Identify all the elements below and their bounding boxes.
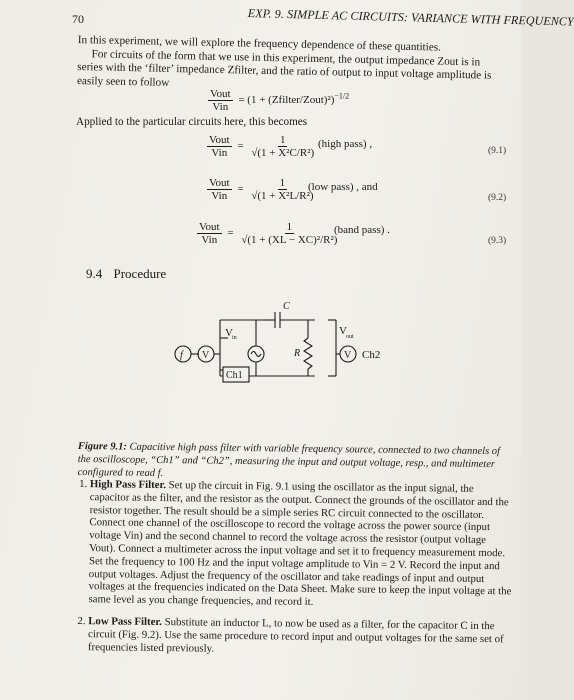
eq1-number: (9.1) — [488, 146, 507, 156]
resistor-label: R — [294, 348, 301, 359]
channel-2-label: Ch2 — [362, 349, 381, 361]
procedure-steps — [74, 478, 514, 668]
figure-label: Figure 9.1: — [77, 440, 127, 453]
equation-general — [205, 88, 349, 113]
equation-9-1: $\frac{\text{Vout}}{\text{Vin}}$ = $\frac{1}{\text{√(1 + X²C/R²)}}$ — [209, 134, 315, 159]
section-heading — [86, 266, 166, 282]
step-1-title: High Pass Filter. — [89, 478, 167, 492]
capacitor-label: C — [283, 301, 290, 312]
figure-caption-text: Capacitive high pass filter with variable frequency source, connected to two channels of the oscilloscope, “Ch1” and “Ch2”, measuring the input and output voltage, resp., and multimeter configured to read f. — [77, 441, 501, 480]
applied-text: Applied to the particular circuits here, this becomes — [76, 116, 308, 128]
eq2-den: √(1 + X²L/R²) — [251, 190, 314, 202]
eq3-label: (band pass) . — [334, 224, 390, 236]
eq-general-lhs-num: Vout — [210, 88, 231, 100]
vout-label: V — [339, 325, 347, 337]
channel-1-label: Ch1 — [226, 370, 243, 381]
intro-paragraph-1: In this experiment, we will explore the frequency dependence of these quantities. — [77, 34, 442, 54]
running-head: EXP. 9. SIMPLE AC CIRCUITS: VARIANCE WITH FREQUENCY — [247, 6, 574, 29]
eq1-num: 1 — [279, 134, 286, 146]
figure-caption — [78, 440, 510, 484]
section-number: 9.4 — [86, 266, 103, 281]
eq-general-rhs: = (1 + (Zfilter/Zout)²) — [238, 94, 335, 107]
eq2-num: 1 — [279, 177, 286, 189]
eq2-number: (9.2) — [488, 193, 507, 203]
eq1-label: (high pass) , — [318, 138, 373, 150]
step-2-text: Substitute an inductor L, to now be used as a filter, for the capacitor C in the circuit (Fig. 9.2). Use the same procedure to record input and output voltages for the same set of frequencies listed previously. — [87, 616, 504, 655]
page-number: 70 — [72, 12, 84, 26]
intro-paragraph-2: For circuits of the form that we use in this experiment, the output impedance Zout is in series with the ‘filter’ impedance Zfilter, and the ratio of output to input voltage amplitude is easily seen to follow — [76, 47, 492, 89]
eq3-lhs-den: Vin — [201, 234, 218, 246]
step-low-pass-filter — [88, 615, 512, 659]
equation-9-2: $\frac{\text{Vout}}{\text{Vin}}$ = $\frac{1}{\text{√(1 + X²L/R²)}}$ — [209, 177, 314, 202]
eq1-lhs-den: Vin — [211, 147, 228, 159]
eq2-label: (low pass) , and — [308, 181, 378, 193]
resistor-icon — [304, 338, 312, 369]
equation-9-3: $\frac{\text{Vout}}{\text{Vin}}$ = $\frac{1}{\text{√(1 + (XL − XC)²/R²)}}$ — [199, 221, 338, 246]
frequency-symbol: f — [180, 350, 183, 361]
vin-subscript: in — [232, 335, 237, 341]
eq-general-lhs-den: Vin — [212, 101, 229, 113]
frequency-meter-icon — [175, 346, 191, 362]
output-meter-symbol: V — [344, 350, 352, 361]
eq1-den: √(1 + X²C/R²) — [251, 147, 315, 159]
step-high-pass-filter — [88, 478, 514, 611]
step-2-title: Low Pass Filter. — [88, 615, 163, 629]
section-title: Procedure — [113, 266, 167, 281]
eq3-number: (9.3) — [488, 236, 507, 246]
circuit-diagram — [168, 298, 418, 388]
vin-label: V — [225, 327, 233, 339]
eq-general-exponent: −1/2 — [334, 91, 350, 101]
eq3-lhs-num: Vout — [199, 221, 220, 233]
eq1-lhs-num: Vout — [209, 134, 230, 146]
input-meter-symbol: V — [202, 350, 210, 361]
step-1-text: Set up the circuit in Fig. 9.1 using the oscillator as the input signal, the capacitor as the filter, and the resistor as the output. Connect the grounds of the oscillator and the resistor together. The result should be a simple series RC circuit connected to the oscillator. Connect one channel of the oscilloscope to record the voltage across the power source (input voltage Vin) and the second channel to record the voltage across the resistor (output voltage Vout). Connect a multimeter across the input voltage and set it to frequency measurement mode. Set the frequency to 100 Hz and the input voltage amplitude to Vin = 2 V. Record the input and output voltages. Adjust the frequency of the oscillator and take readings of input and output voltages at the frequencies indicated on the Data Sheet. Make sure to keep the input voltage at the same level as you change frequencies, and record it. — [88, 479, 512, 609]
eq3-den: √(1 + (XL − XC)²/R²) — [241, 234, 338, 246]
eq2-lhs-num: Vout — [209, 177, 230, 189]
eq3-num: 1 — [286, 221, 293, 233]
eq2-lhs-den: Vin — [211, 190, 228, 202]
vout-subscript: out — [346, 334, 354, 340]
